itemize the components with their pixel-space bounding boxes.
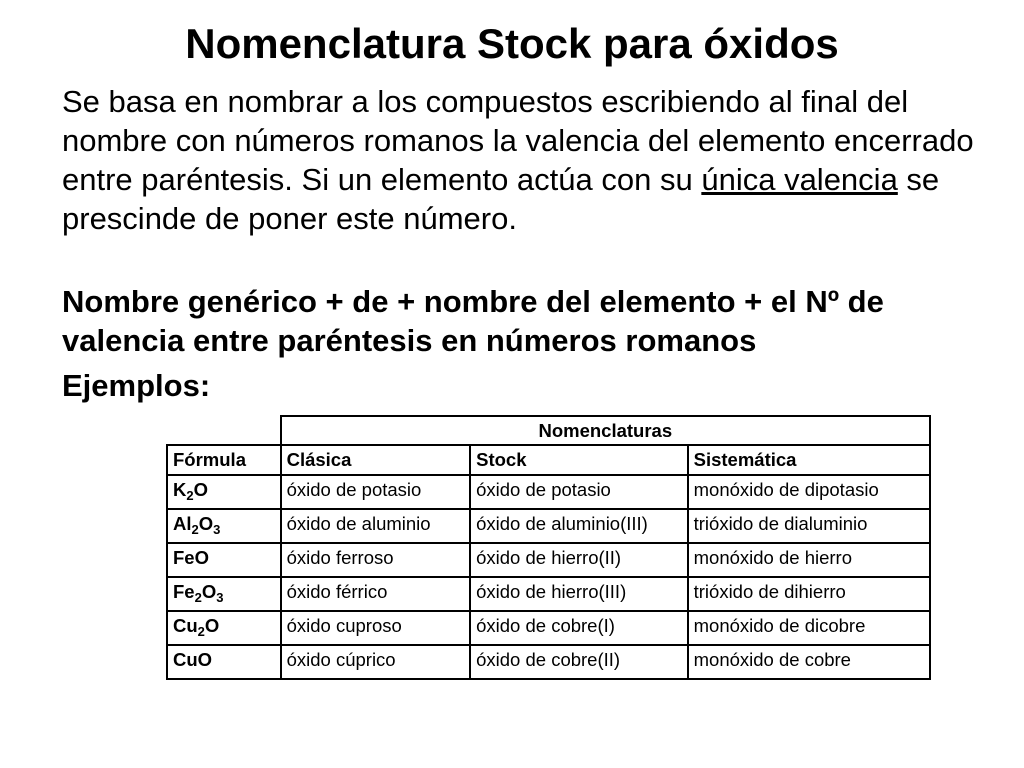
stock-cell: óxido de hierro(III) <box>470 577 688 611</box>
formula-symbol: FeO <box>173 547 209 568</box>
formula-symbol: CuO <box>173 649 213 670</box>
formula-cell <box>167 577 281 611</box>
table-group-header-row <box>167 416 930 445</box>
stock-cell: óxido de cobre(I) <box>470 611 688 645</box>
stock-cell: óxido de cobre(II) <box>470 645 688 679</box>
stock-cell: óxido de hierro(II) <box>470 543 688 577</box>
table-row <box>167 611 930 645</box>
table-row <box>167 645 930 679</box>
table-body <box>167 475 930 679</box>
sistematica-cell: trióxido de dialuminio <box>688 509 930 543</box>
intro-text-start: Se basa en nombrar a los compuestos escribiendo al final del nombre con números romanos la valencia del elemento encerrado entre paréntesis. Si un elemento actúa con su <box>62 84 974 197</box>
clasica-cell: óxido cuproso <box>281 611 471 645</box>
slide-title: Nomenclatura Stock para óxidos <box>185 20 839 67</box>
formula-symbol: O <box>204 615 220 636</box>
sistematica-cell: trióxido de dihierro <box>688 577 930 611</box>
formula-subscript: 2 <box>186 488 194 503</box>
formula-symbol: Cu <box>173 615 198 636</box>
formula-subscript: 2 <box>191 522 199 537</box>
clasica-cell: óxido cúprico <box>281 645 471 679</box>
formula-cell <box>167 645 281 679</box>
formula-subscript: 3 <box>216 590 224 605</box>
table-row <box>167 577 930 611</box>
oxides-table <box>166 415 931 680</box>
table-blank-corner <box>167 416 281 445</box>
column-header-formula: Fórmula <box>167 445 281 475</box>
table-row <box>167 509 930 543</box>
stock-cell: óxido de potasio <box>470 475 688 509</box>
clasica-cell: óxido ferroso <box>281 543 471 577</box>
formula-symbol: Fe <box>173 581 195 602</box>
formula-symbol: K <box>173 479 187 500</box>
table-header-row <box>167 445 930 475</box>
formula-subscript: 2 <box>194 590 202 605</box>
sistematica-cell: monóxido de dicobre <box>688 611 930 645</box>
formula-cell <box>167 509 281 543</box>
intro-paragraph <box>62 82 1002 238</box>
table-row <box>167 475 930 509</box>
column-header-clasica: Clásica <box>281 445 471 475</box>
clasica-cell: óxido férrico <box>281 577 471 611</box>
formula-symbol: Al <box>173 513 192 534</box>
sistematica-cell: monóxido de cobre <box>688 645 930 679</box>
intro-underlined-text: única valencia <box>701 162 898 197</box>
formula-cell <box>167 543 281 577</box>
column-header-sistematica: Sistemática <box>688 445 930 475</box>
table-group-header: Nomenclaturas <box>281 416 930 445</box>
clasica-cell: óxido de potasio <box>281 475 471 509</box>
formula-symbol: O <box>201 581 217 602</box>
formula-cell <box>167 475 281 509</box>
naming-rule: Nombre genérico + de + nombre del elemento + el Nº de valencia entre paréntesis en números romanos <box>62 284 884 358</box>
formula-subscript: 3 <box>213 522 221 537</box>
intro-text-end: se prescinde de poner este número. <box>62 162 940 236</box>
stock-cell: óxido de aluminio(III) <box>470 509 688 543</box>
examples-label: Ejemplos: <box>62 368 211 403</box>
formula-cell <box>167 611 281 645</box>
clasica-cell: óxido de aluminio <box>281 509 471 543</box>
table-row <box>167 543 930 577</box>
column-header-stock: Stock <box>470 445 688 475</box>
formula-subscript: 2 <box>197 624 205 639</box>
formula-symbol: O <box>198 513 214 534</box>
sistematica-cell: monóxido de hierro <box>688 543 930 577</box>
sistematica-cell: monóxido de dipotasio <box>688 475 930 509</box>
formula-symbol: O <box>193 479 208 500</box>
